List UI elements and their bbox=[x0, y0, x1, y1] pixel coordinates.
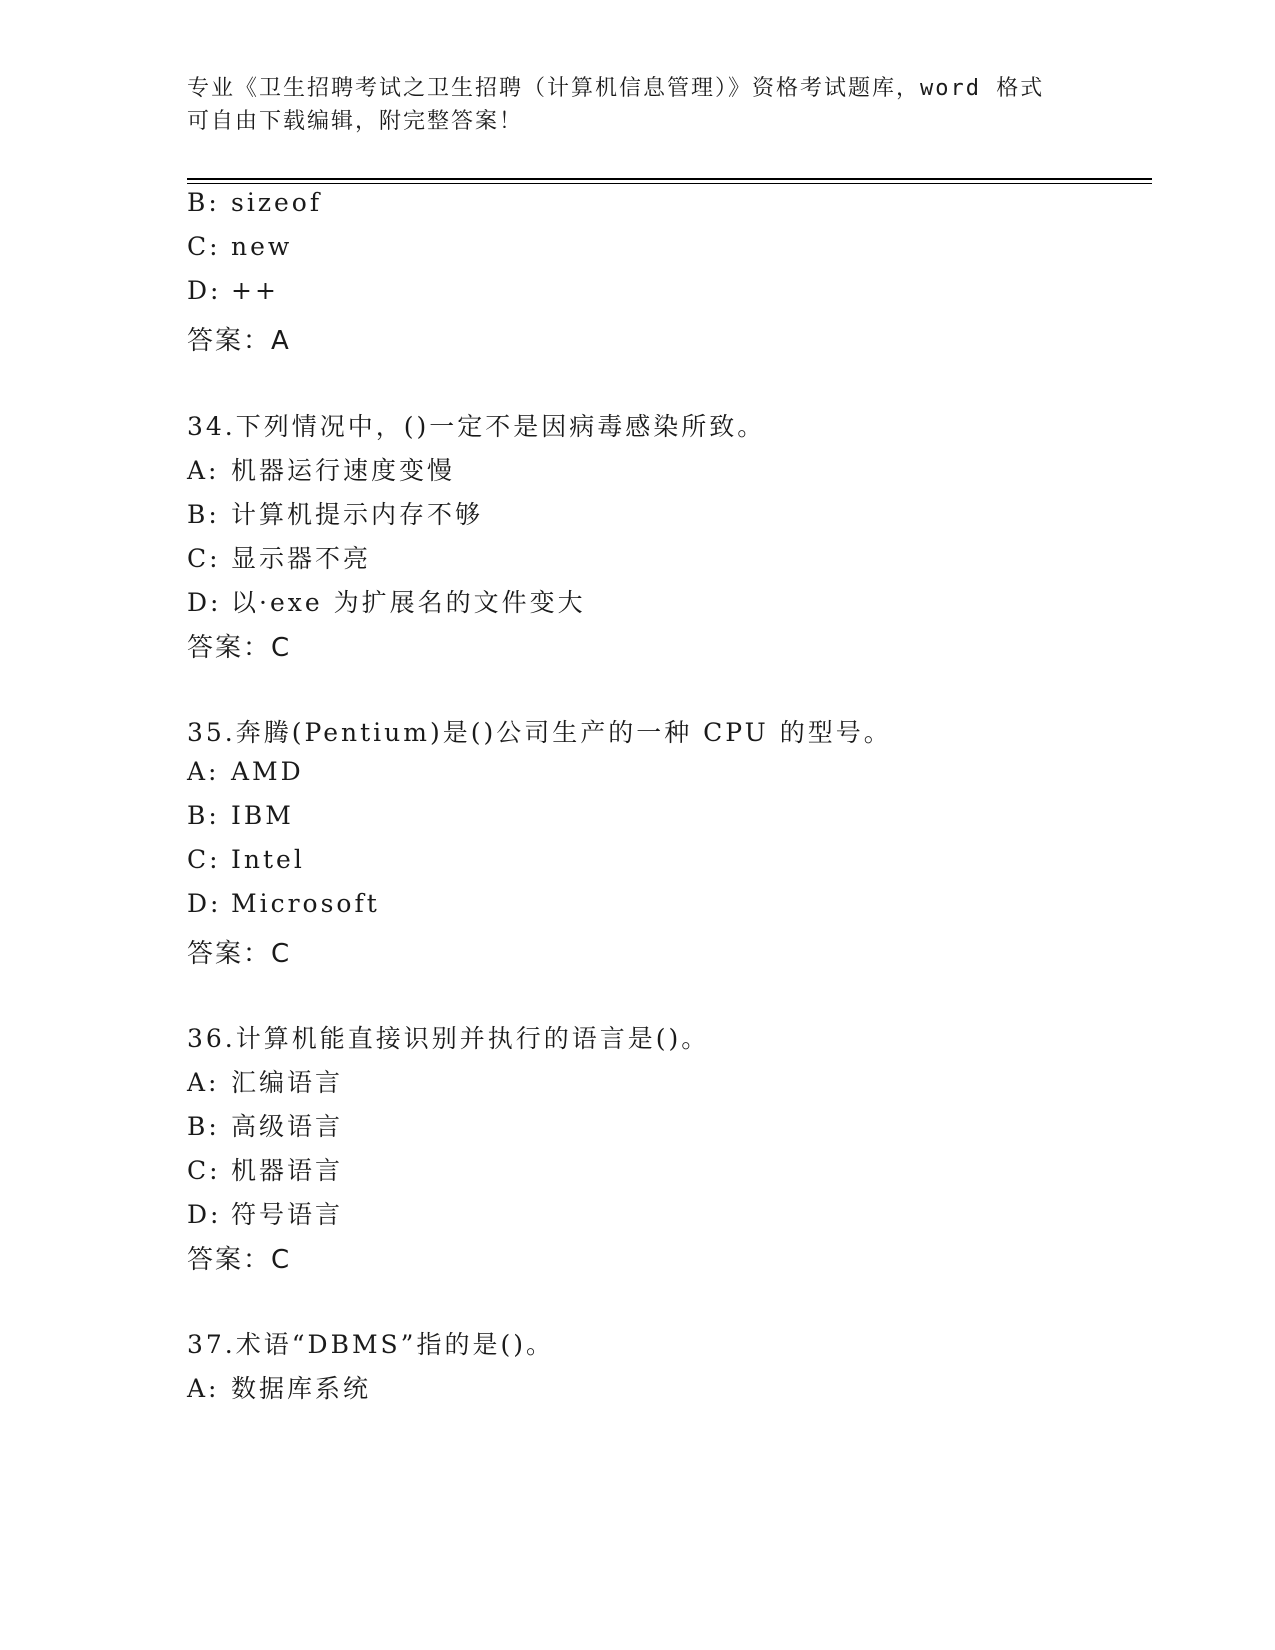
option-label: B: bbox=[187, 801, 220, 830]
header-rule-thick bbox=[187, 178, 1152, 180]
question-stem: 37.术语“DBMS”指的是()。 bbox=[187, 1330, 554, 1359]
answer-line: 答案：A bbox=[187, 326, 291, 356]
option-line bbox=[187, 889, 380, 918]
option-line bbox=[187, 801, 294, 830]
option-label: D: bbox=[187, 588, 222, 617]
option-label: B: bbox=[187, 500, 220, 529]
option-text: sizeof bbox=[231, 188, 323, 217]
option-text: 机器语言 bbox=[231, 1156, 344, 1185]
option-label: C: bbox=[187, 845, 221, 874]
question-stem: 36.计算机能直接识别并执行的语言是()。 bbox=[187, 1024, 710, 1053]
option-label: C: bbox=[187, 544, 221, 573]
header-line-2: 可自由下载编辑，附完整答案！ bbox=[187, 109, 524, 134]
option-line bbox=[187, 495, 483, 531]
option-label: A: bbox=[187, 757, 220, 786]
answer-line: 答案：C bbox=[187, 939, 292, 969]
option-label: C: bbox=[187, 232, 221, 261]
option-line bbox=[187, 451, 455, 487]
option-line bbox=[187, 845, 305, 874]
option-label: B: bbox=[187, 188, 220, 217]
option-line bbox=[187, 1369, 371, 1405]
option-line bbox=[187, 1107, 343, 1143]
option-text: 汇编语言 bbox=[231, 1068, 344, 1097]
option-text: 计算机提示内存不够 bbox=[231, 500, 484, 529]
option-text: 数据库系统 bbox=[231, 1374, 372, 1403]
option-text: 机器运行速度变慢 bbox=[231, 456, 456, 485]
header-line-1: 专业《卫生招聘考试之卫生招聘（计算机信息管理）》资格考试题库，word 格式 bbox=[187, 76, 1045, 101]
option-line bbox=[187, 1151, 343, 1187]
option-label: D: bbox=[187, 276, 222, 305]
option-label: A: bbox=[187, 1068, 220, 1097]
question-stem: 35.奔腾(Pentium)是()公司生产的一种 CPU 的型号。 bbox=[187, 718, 892, 747]
option-text: Intel bbox=[231, 845, 305, 874]
answer-line: 答案：C bbox=[187, 633, 292, 663]
option-line bbox=[187, 1195, 343, 1231]
option-text: 以·exe 为扩展名的文件变大 bbox=[231, 588, 586, 617]
option-label: C: bbox=[187, 1156, 221, 1185]
option-line bbox=[187, 276, 279, 305]
option-line bbox=[187, 583, 586, 619]
option-text: Microsoft bbox=[231, 889, 380, 918]
option-line bbox=[187, 232, 292, 261]
option-label: A: bbox=[187, 456, 220, 485]
option-text: AMD bbox=[231, 757, 304, 786]
option-text: ++ bbox=[231, 276, 279, 305]
option-label: B: bbox=[187, 1112, 220, 1141]
option-line bbox=[187, 757, 304, 786]
question-stem: 34.下列情况中，()一定不是因病毒感染所致。 bbox=[187, 412, 766, 441]
header-rule-thin bbox=[187, 183, 1152, 184]
option-line bbox=[187, 539, 371, 575]
option-text: new bbox=[231, 232, 293, 261]
option-text: 显示器不亮 bbox=[231, 544, 372, 573]
document-header bbox=[187, 72, 1067, 138]
option-label: D: bbox=[187, 889, 222, 918]
option-line bbox=[187, 188, 322, 217]
answer-line: 答案：C bbox=[187, 1245, 292, 1275]
option-label: A: bbox=[187, 1374, 220, 1403]
option-label: D: bbox=[187, 1200, 222, 1229]
option-text: 高级语言 bbox=[231, 1112, 344, 1141]
option-text: 符号语言 bbox=[231, 1200, 344, 1229]
option-line bbox=[187, 1063, 343, 1099]
option-text: IBM bbox=[231, 801, 294, 830]
